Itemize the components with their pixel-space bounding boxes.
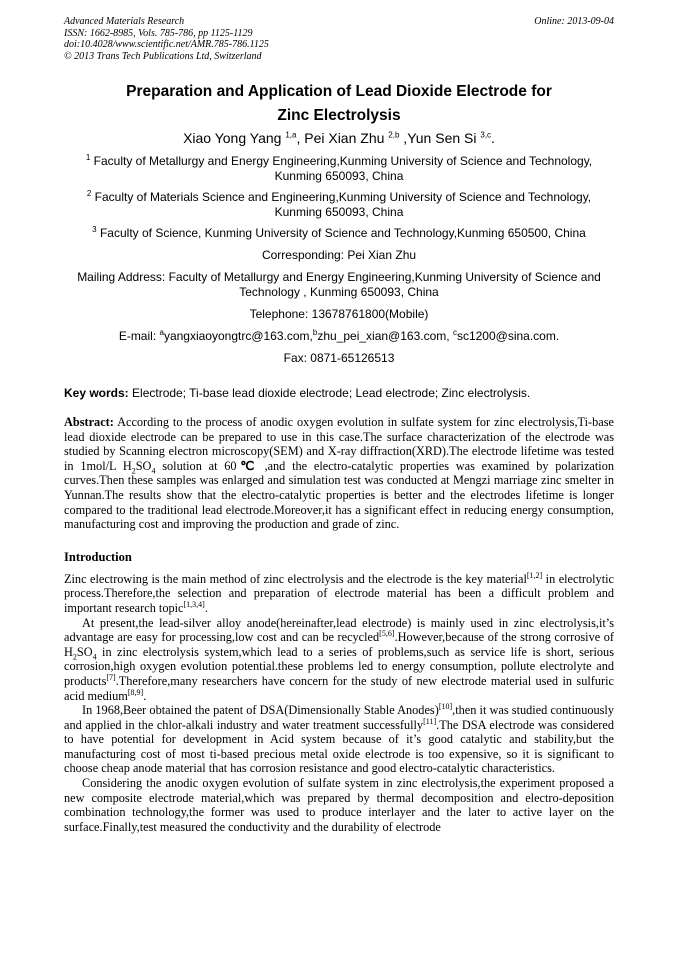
corresponding-author: Corresponding: Pei Xian Zhu <box>261 248 417 262</box>
author-1-affil: 1,a <box>285 130 297 140</box>
author-1: Xiao Yong Yang <box>183 130 282 146</box>
issn-line: ISSN: 1662-8985, Vols. 785-786, pp 1125-1129 <box>64 27 253 39</box>
intro-p2-sub-2: 4 <box>92 652 97 662</box>
keywords-label: Key words: <box>64 386 129 400</box>
affiliation-1 <box>64 154 614 184</box>
mailing-address: Mailing Address: Faculty of Metallurgy and Energy Engineering,Kunming University of Science and Technology , Kunming 650093, China <box>77 270 601 299</box>
email-c[interactable]: sc1200@sina.com. <box>456 329 560 343</box>
abstract-label: Abstract: <box>64 415 114 429</box>
title-line-2: Zinc Electrolysis <box>277 107 401 124</box>
paper-title <box>64 80 614 128</box>
intro-p2-text-c: SO <box>76 644 93 659</box>
author-2-affil: 2,b <box>388 130 400 140</box>
intro-p1-text-a: Zinc electrowing is the main method of zinc electrolysis and the electrode is the key material <box>64 571 527 586</box>
author-3: Yun Sen Si <box>407 130 477 146</box>
author-sep-1: , <box>296 130 305 146</box>
keywords-text: Electrode; Ti-base lead dioxide electrode; Lead electrode; Zinc electrolysis. <box>128 386 531 400</box>
citation: [5,6] <box>379 629 395 639</box>
abstract-sub-2: 4 <box>151 466 156 476</box>
abstract <box>64 415 614 532</box>
affiliation-3-text: Faculty of Science, Kunming University of Science and Technology,Kunming 650500, China <box>99 226 586 240</box>
intro-p3-text-b: ,then it was studied continuously and applied in the chlor-alkali industry and water treatment successfully <box>64 703 614 732</box>
copyright-line: © 2013 Trans Tech Publications Ltd, Switzerland <box>64 50 262 62</box>
email-c-sup: c <box>452 328 457 337</box>
intro-p2-text-d: in zinc electrolysis system,which lead to a series of problems,such as service life is short, serious corrosion,high oxygen evolution potential.these problems led to energy consumption, pollute electrolyte and products <box>64 644 614 688</box>
citation: [7] <box>106 672 116 682</box>
intro-p2-text-f: . <box>143 688 147 703</box>
citation: [1,3,4] <box>183 599 205 609</box>
citation: [1,2] <box>526 570 543 580</box>
email-b[interactable]: zhu_pei_xian@163.com, <box>317 329 453 343</box>
email-a-sup: a <box>159 328 164 337</box>
telephone: Telephone: 13678761800(Mobile) <box>249 307 429 321</box>
intro-p1-text-b: in electrolytic process.Therefore,the selection and preparation of electrode material has been a difficult problem and important research topic <box>64 571 614 615</box>
doi-line: doi:10.4028/www.scientific.net/AMR.785-786.1125 <box>64 39 269 50</box>
affiliation-3-number: 3 <box>92 225 97 234</box>
intro-p2-text-e: .Therefore,many researchers have concern for the study of new electrode material used in sulfuric acid medium <box>64 673 614 703</box>
email-label: E-mail: <box>118 329 160 343</box>
abstract-sub-1: 2 <box>131 466 136 476</box>
citation: [8,9] <box>127 687 144 697</box>
abstract-degree: ℃ <box>236 458 258 473</box>
author-2: Pei Xian Zhu <box>304 130 385 146</box>
intro-p3-text-c: .The DSA electrode was considered to have potential for development in Acid system because of it’s good catalytic and stability,but the manufacturing cost of most ti-based precious metal oxide electrode is too expensive, so it is significant to choose cheap anode material that has corrosion resistance and good electro-catalytic characteristics. <box>64 717 614 776</box>
intro-p2-sub-1: 2 <box>72 652 77 662</box>
intro-p3-text-a: In 1968,Beer obtained the patent of DSA(Dimensionally Stable Anodes) <box>82 703 439 718</box>
intro-p2-text-a: At present,the lead-silver alloy anode(hereinafter,lead electrode) is mainly used in zinc electrolysis,it’s advantage are easy for processing,low cost and can be recycled <box>64 615 614 645</box>
journal-info <box>64 16 269 62</box>
affiliation-1-number: 1 <box>85 153 91 162</box>
affiliation-3 <box>64 226 614 241</box>
abstract-text-3: solution at 60 <box>155 458 237 473</box>
abstract-text-1: According to the process of anodic oxygen evolution in sulfate system for zinc electrolysis,Ti-base lead dioxide electrode can be prepared to use in this case.The surface characterization of the electrode was studied by Scanning electron microscopy(SEM) and X-ray diffraction(XRD).The electrode lifetime was tested in 1mol/L H <box>64 415 614 473</box>
citation: [11] <box>423 716 437 726</box>
abstract-text-4: ,and the electro-catalytic properties was examined by polarization curves.Then these samples was enlarged and simulation test was conducted at Mengzi marriage zinc smelter in Yunnan.The results show that the electro-catalytic properties is better and the electrodes lifetime is longer compared to the traditional lead electrode.Moreover,it has a significant effect in reducing energy consumption, manufacturing cost and improving the production and grade of zinc. <box>64 458 614 532</box>
intro-paragraph-1 <box>64 572 614 616</box>
intro-paragraph-4: Considering the anodic oxygen evolution of sulfate system in zinc electrolysis,the experiment proposed a new composite electrode material,which was prepared by thermal decomposition and electro-deposition combination technology,the former was used to produce interlayer and the later to active layer on the surface.Finally,test measured the conductivity and the durability of electrode <box>64 776 614 834</box>
citation: [10] <box>438 702 453 711</box>
journal-header <box>64 16 614 62</box>
intro-paragraph-3 <box>64 703 614 776</box>
affiliation-2-text: Faculty of Materials Science and Engineering,Kunming University of Science and Technology, Kunming 650093, China <box>94 190 592 219</box>
online-date: Online: 2013-09-04 <box>534 16 614 27</box>
keywords <box>64 386 614 401</box>
abstract-text-2: SO <box>135 458 152 473</box>
intro-paragraph-2 <box>64 616 614 704</box>
email-b-sup: b <box>312 328 318 337</box>
affiliation-2-number: 2 <box>86 189 92 198</box>
affiliation-2 <box>64 190 614 220</box>
author-sep-2: , <box>399 130 408 146</box>
affiliation-1-text: Faculty of Metallurgy and Energy Engineering,Kunming University of Science and Technology, Kunming 650093, China <box>93 154 593 183</box>
introduction-heading: Introduction <box>64 549 132 564</box>
author-end: . <box>491 130 495 146</box>
email-a[interactable]: yangxiaoyongtrc@163.com, <box>163 329 313 343</box>
title-line-1: Preparation and Application of Lead Dioxide Electrode for <box>126 83 552 100</box>
email-line <box>64 329 614 344</box>
author-3-affil: 3,c <box>480 130 492 140</box>
intro-p2-text-b: .However,because of the strong corrosive of H <box>64 630 614 659</box>
author-list <box>64 128 614 148</box>
intro-p1-text-c: . <box>204 600 208 615</box>
fax: Fax: 0871-65126513 <box>283 351 395 365</box>
journal-name: Advanced Materials Research <box>64 16 185 27</box>
